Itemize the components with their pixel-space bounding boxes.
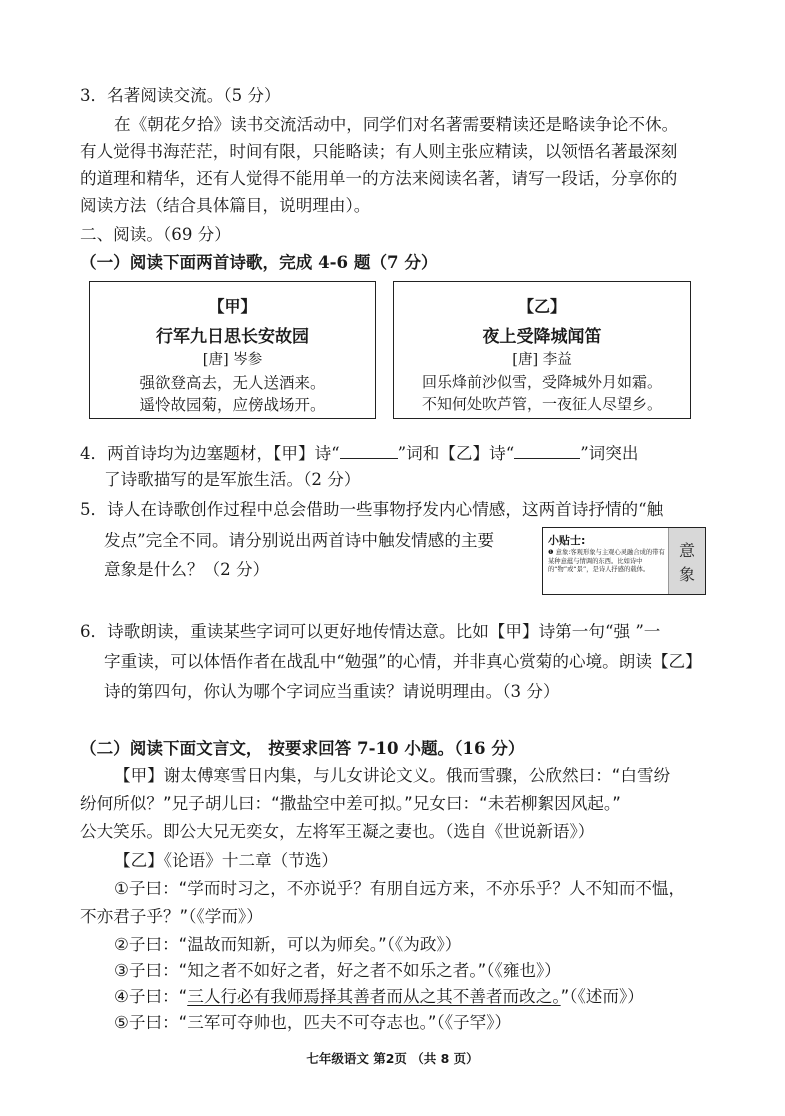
poem-jia-box [89, 281, 376, 419]
q5-line-3: 意象是什么？（2 分） [104, 560, 270, 579]
poem-jia-line-2: 遥怜故园菊，应傍战场开。 [139, 396, 326, 414]
jia-text-line-3: 公大笑乐。即公大兄无奕女，左将军王凝之妻也。（选自《世说新语》） [80, 822, 595, 841]
tip-side-label [668, 528, 705, 594]
tip-side-char-1: 意 [678, 541, 695, 560]
q4-text-c: ”词突出 [580, 444, 639, 463]
poem-yi-line-1: 回乐烽前沙似雪，受降城外月如霜。 [421, 373, 662, 391]
poem-yi-title: 夜上受降城闻笛 [482, 327, 602, 347]
q5-line-2: 发点”完全不同。请分别说出两首诗中触发情感的主要 [104, 531, 495, 550]
part-2-title: （二）阅读下面文言文， 按要求回答 7-10 小题。（16 分） [80, 738, 525, 758]
q6-line-3: 诗的第四句，你认为哪个字词应当重读？请说明理由。（3 分） [104, 682, 560, 701]
tip-box [542, 527, 706, 595]
jia-text-line-1: 【甲】谢太傅寒雪日内集，与儿女讲论文义。俄而雪骤，公欣然曰：“白雪纷 [114, 766, 671, 785]
q3-title: 3．名著阅读交流。（5 分） [80, 86, 281, 105]
q3-line-1: 在《朝花夕拾》读书交流活动中，同学们对名著需要精读还是略读争论不休。 [114, 115, 679, 134]
poem-jia-title: 行军九日思长安故园 [156, 327, 309, 347]
yi-title: 【乙】《论语》十二章（节选） [114, 851, 339, 870]
part-1-title: （一）阅读下面两首诗歌，完成 4-6 题（7 分） [80, 252, 438, 272]
lunyu-item-4-suffix: ”（《述而》） [560, 987, 644, 1006]
poem-jia-line-1: 强欲登高去，无人送酒来。 [139, 374, 326, 392]
lunyu-item-1b: 不亦君子乎？”（《学而》） [80, 907, 263, 926]
q3-line-2: 有人觉得书海茫茫，时间有限，只能略读；有人则主张应精读，以领悟名著最深刻 [80, 142, 678, 161]
q4-text-a: 4．两首诗均为边塞题材，【甲】诗“ [80, 444, 340, 463]
poem-yi-line-2: 不知何处吹芦管，一夜征人尽望乡。 [421, 395, 662, 413]
poem-yi-author: [唐] 李益 [512, 352, 572, 368]
lunyu-item-2: ②子曰：“温故而知新，可以为师矣。”（《为政》） [114, 935, 462, 954]
q6-line-2: 字重读，可以体悟作者在战乱中“勉强”的心情，并非真心赏菊的心境。朗读【乙】 [104, 652, 702, 671]
q4-line-2: 了诗歌描写的是军旅生活。（2 分） [104, 470, 361, 489]
lunyu-item-4-underlined: 三人行必有我师焉择其善者而从之其不善者而改之。 [187, 987, 561, 1006]
section-2-title: 二、阅读。（69 分） [80, 225, 231, 244]
q5-line-1: 5．诗人在诗歌创作过程中总会借助一些事物抒发内心情感，这两首诗抒情的“触 [80, 500, 664, 519]
lunyu-item-5: ⑤子曰：“三军可夺帅也，匹夫不可夺志也。”（《子罕》） [114, 1013, 512, 1032]
q4-blank-yi[interactable] [514, 443, 580, 459]
tip-side-char-2: 象 [678, 565, 695, 584]
poem-jia-tag: 【甲】 [208, 297, 257, 316]
q6-line-1: 6．诗歌朗读，重读某些字词可以更好地传情达意。比如【甲】诗第一句“强 ”一 [80, 622, 661, 641]
lunyu-item-4-prefix: ④子曰：“ [114, 987, 188, 1006]
q4-text-b: ”词和【乙】诗“ [397, 444, 515, 463]
poem-yi-box [393, 281, 691, 419]
lunyu-item-3: ③子曰：“知之者不如好之者，好之者不如乐之者。”（《雍也》） [114, 961, 561, 980]
jia-text-line-2: 纷何所似？”兄子胡儿曰：“撒盐空中差可拟。”兄女曰：“未若柳絮因风起。” [80, 794, 621, 813]
q4-line-1 [80, 443, 638, 464]
page-footer: 七年级语文 第2页 （共 8 页） [306, 1051, 479, 1066]
lunyu-item-4 [114, 987, 644, 1007]
q3-line-4: 阅读方法（结合具体篇目，说明理由）。 [80, 196, 371, 215]
tip-text: ❶ 意象:客观形象与主观心灵融合成的带有某种意蕴与情调的东西。比如诗中的“物”或“景”，是诗人抒感的载体。 [548, 549, 665, 573]
tip-title: 小贴士: [548, 534, 586, 547]
lunyu-item-1a: ①子曰：“学而时习之，不亦说乎？有朋自远方来，不亦乐乎？人不知而不愠， [114, 879, 686, 898]
poem-yi-tag: 【乙】 [517, 297, 566, 316]
q4-blank-jia[interactable] [340, 443, 398, 459]
poem-jia-author: [唐] 岑参 [202, 352, 263, 368]
q3-line-3: 的道理和精华，还有人觉得不能用单一的方法来阅读名著，请写一段话，分享你的 [80, 169, 678, 188]
